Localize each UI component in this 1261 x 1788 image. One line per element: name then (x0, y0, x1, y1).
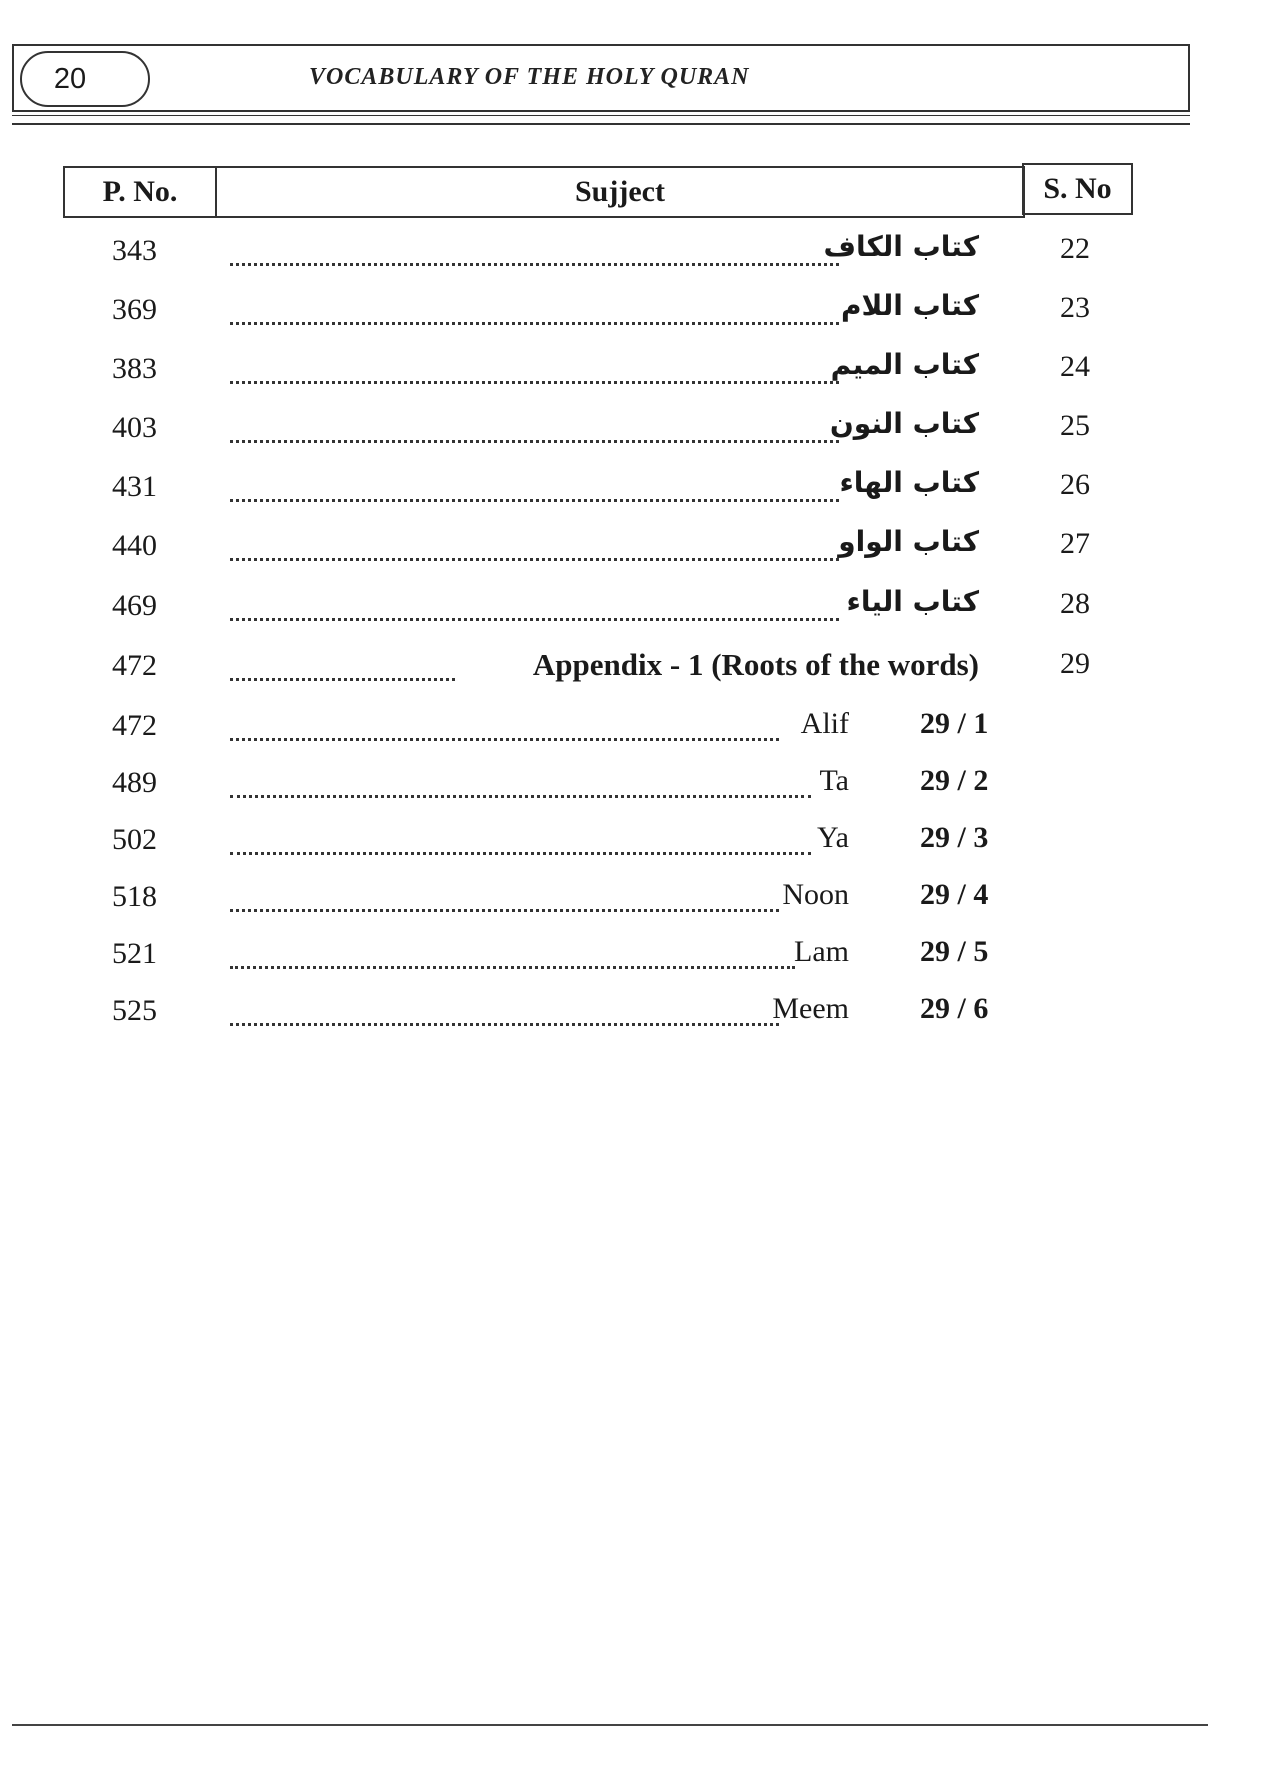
table-row (0, 819, 1261, 867)
leader-dots (230, 299, 839, 325)
page-number-cell: 369 (112, 293, 157, 326)
subject-cell: كتاب الياء (846, 585, 979, 618)
subject-cell: Ta (819, 764, 849, 797)
leader-dots (230, 240, 839, 266)
column-header-page-number: P. No. (63, 166, 217, 218)
serial-number-cell: 29 / 6 (920, 992, 989, 1025)
leader-dots (230, 772, 811, 798)
leader-dots (230, 655, 455, 681)
page-number-cell: 489 (112, 766, 157, 799)
serial-number-cell: 29 / 4 (920, 878, 989, 911)
serial-number-cell: 29 / 2 (920, 764, 989, 797)
table-row (0, 585, 1261, 633)
page-number-cell: 440 (112, 529, 157, 562)
table-row (0, 466, 1261, 514)
table-row (0, 762, 1261, 810)
subject-cell: كتاب الميم (830, 348, 979, 381)
page-number-cell: 518 (112, 880, 157, 913)
page-number-cell: 472 (112, 649, 157, 682)
leader-dots (230, 829, 811, 855)
subject-cell: كتاب الكاف (823, 230, 979, 263)
table-row (0, 230, 1261, 278)
leader-dots (230, 595, 839, 621)
subject-cell: Appendix - 1 (Roots of the words) (532, 647, 979, 682)
table-row (0, 705, 1261, 753)
subject-cell: كتاب النون (829, 407, 979, 440)
subject-cell: Meem (772, 992, 849, 1025)
subject-cell: كتاب الواو (838, 525, 979, 558)
footer-rule (12, 1724, 1208, 1726)
column-header-serial-number: S. No (1022, 163, 1133, 215)
page-number: 20 (20, 51, 150, 107)
table-row (0, 407, 1261, 455)
serial-number-cell: 25 (1060, 409, 1090, 442)
leader-dots (230, 1000, 779, 1026)
page-number-cell: 502 (112, 823, 157, 856)
subject-cell: Noon (782, 878, 849, 911)
leader-dots (230, 535, 839, 561)
subject-cell: كتاب اللام (840, 289, 979, 322)
table-row (0, 645, 1261, 693)
leader-dots (230, 358, 839, 384)
table-row (0, 289, 1261, 337)
serial-number-cell: 29 / 5 (920, 935, 989, 968)
column-header-subject: Sujject (215, 166, 1025, 218)
table-row (0, 876, 1261, 924)
page-header (12, 44, 1190, 112)
serial-number-cell: 29 (1060, 647, 1090, 680)
subject-cell: Alif (800, 707, 849, 740)
serial-number-cell: 23 (1060, 291, 1090, 324)
serial-number-cell: 24 (1060, 350, 1090, 383)
page-number-cell: 403 (112, 411, 157, 444)
table-row (0, 348, 1261, 396)
page-number-cell: 469 (112, 589, 157, 622)
table-row (0, 990, 1261, 1038)
subject-cell: كتاب الهاء (839, 466, 979, 499)
page-number-cell: 525 (112, 994, 157, 1027)
page-number-cell: 431 (112, 470, 157, 503)
subject-cell: Ya (817, 821, 849, 854)
serial-number-cell: 26 (1060, 468, 1090, 501)
page-number-cell: 343 (112, 234, 157, 267)
serial-number-cell: 22 (1060, 232, 1090, 265)
serial-number-cell: 29 / 1 (920, 707, 989, 740)
leader-dots (230, 476, 839, 502)
page-number-cell: 521 (112, 937, 157, 970)
header-rule (12, 123, 1190, 125)
leader-dots (230, 417, 839, 443)
page-number-cell: 383 (112, 352, 157, 385)
serial-number-cell: 29 / 3 (920, 821, 989, 854)
table-row (0, 525, 1261, 573)
running-title: VOCABULARY OF THE HOLY QURAN (309, 64, 750, 90)
serial-number-cell: 27 (1060, 527, 1090, 560)
subject-cell: Lam (794, 935, 849, 968)
page-number-cell: 472 (112, 709, 157, 742)
serial-number-cell: 28 (1060, 587, 1090, 620)
leader-dots (230, 886, 779, 912)
table-row (0, 933, 1261, 981)
leader-dots (230, 715, 779, 741)
leader-dots (230, 943, 795, 969)
